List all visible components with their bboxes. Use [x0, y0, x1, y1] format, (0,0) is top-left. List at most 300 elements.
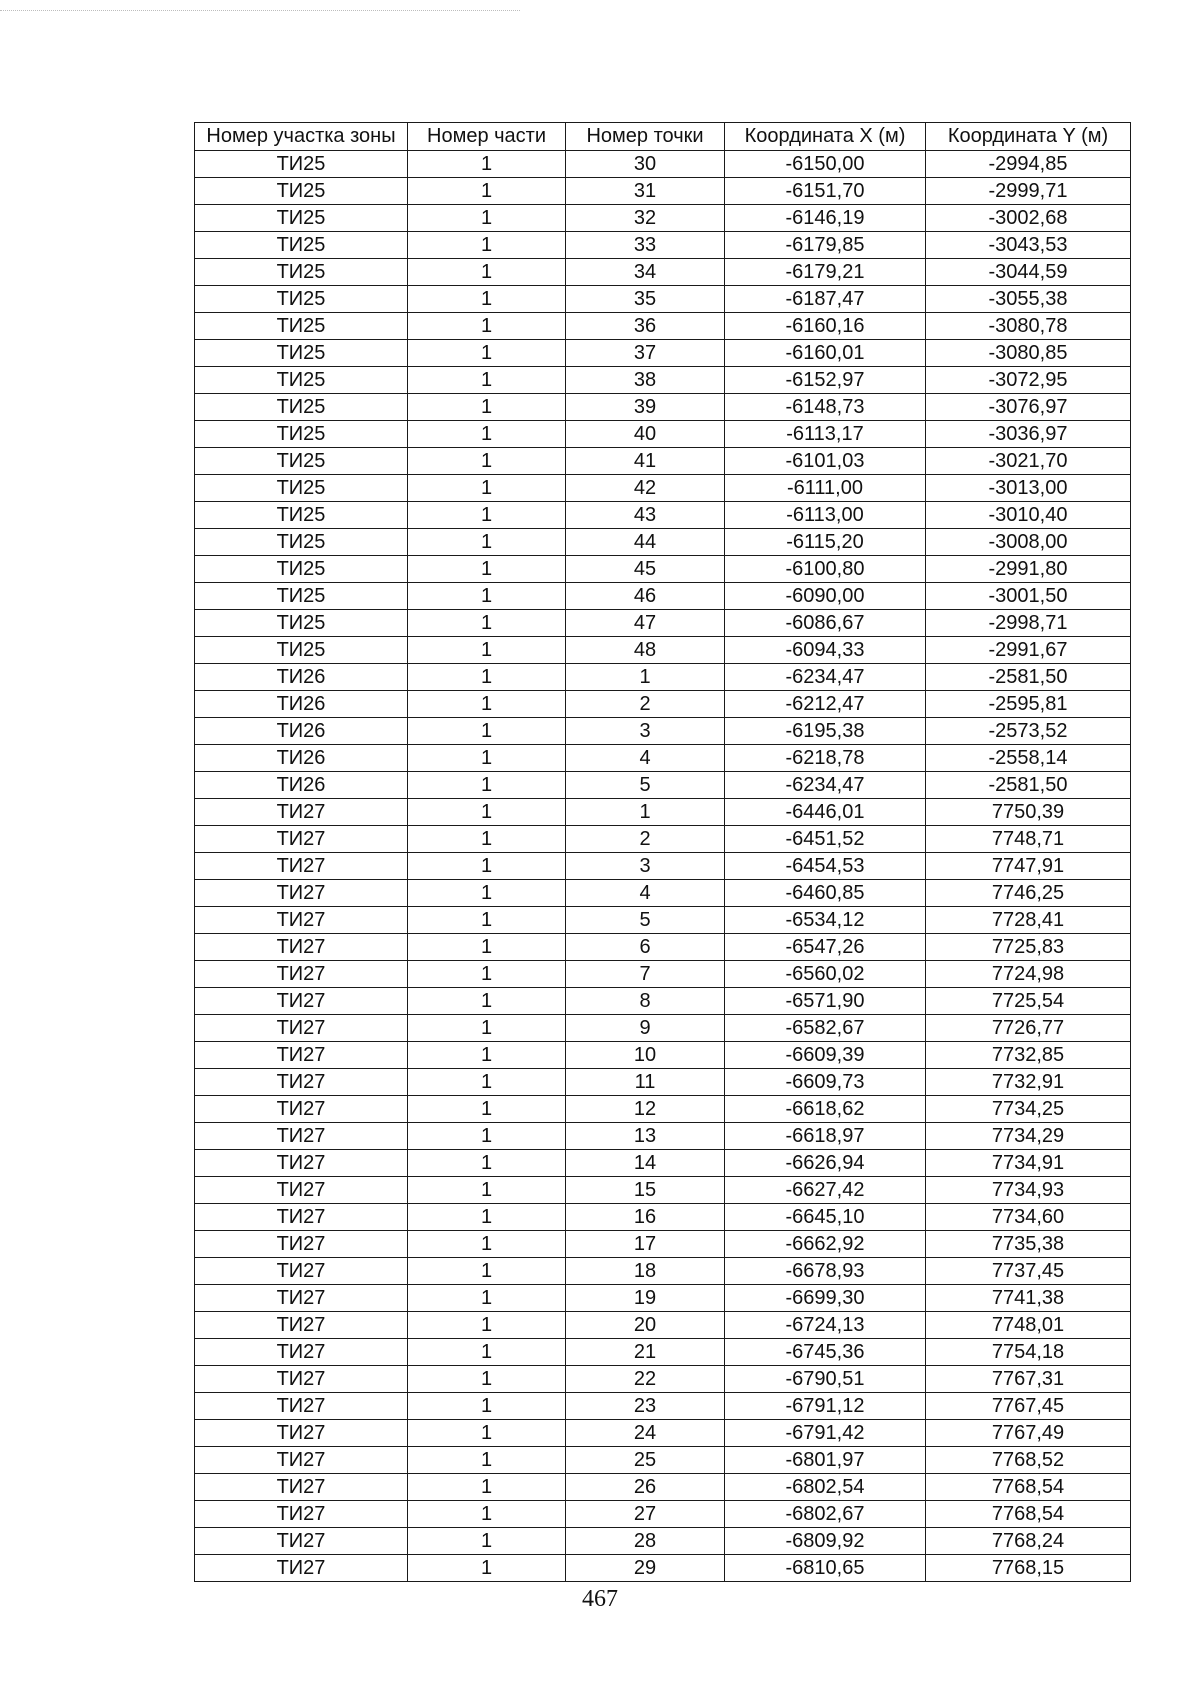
cell-point-number: 21 [566, 1339, 725, 1366]
cell-zone-section: ТИ25 [195, 448, 408, 475]
cell-zone-section: ТИ25 [195, 475, 408, 502]
cell-coordinate-x: -6160,01 [725, 340, 926, 367]
cell-coordinate-y: -3010,40 [926, 502, 1131, 529]
cell-coordinate-y: 7747,91 [926, 853, 1131, 880]
cell-part-number: 1 [408, 151, 566, 178]
table-row [195, 637, 1131, 664]
cell-zone-section: ТИ27 [195, 826, 408, 853]
cell-part-number: 1 [408, 880, 566, 907]
table-row [195, 232, 1131, 259]
cell-part-number: 1 [408, 1258, 566, 1285]
cell-coordinate-y: 7754,18 [926, 1339, 1131, 1366]
cell-coordinate-x: -6179,21 [725, 259, 926, 286]
table-row [195, 610, 1131, 637]
cell-part-number: 1 [408, 556, 566, 583]
cell-coordinate-y: 7768,24 [926, 1528, 1131, 1555]
cell-point-number: 4 [566, 880, 725, 907]
cell-coordinate-y: -3013,00 [926, 475, 1131, 502]
table-row [195, 745, 1131, 772]
cell-coordinate-y: 7748,01 [926, 1312, 1131, 1339]
cell-coordinate-x: -6160,16 [725, 313, 926, 340]
header-point-number: Номер точки [566, 123, 725, 151]
cell-coordinate-y: -2573,52 [926, 718, 1131, 745]
cell-coordinate-y: 7728,41 [926, 907, 1131, 934]
cell-point-number: 6 [566, 934, 725, 961]
cell-coordinate-y: 7750,39 [926, 799, 1131, 826]
header-coordinate-y: Координата Y (м) [926, 123, 1131, 151]
scan-edge-artifact [0, 10, 520, 11]
cell-point-number: 33 [566, 232, 725, 259]
table-row [195, 1231, 1131, 1258]
cell-coordinate-x: -6662,92 [725, 1231, 926, 1258]
cell-coordinate-y: -3076,97 [926, 394, 1131, 421]
cell-zone-section: ТИ26 [195, 664, 408, 691]
cell-zone-section: ТИ27 [195, 1096, 408, 1123]
cell-coordinate-x: -6609,73 [725, 1069, 926, 1096]
cell-coordinate-y: -2581,50 [926, 664, 1131, 691]
cell-point-number: 3 [566, 853, 725, 880]
cell-point-number: 5 [566, 907, 725, 934]
cell-coordinate-x: -6146,19 [725, 205, 926, 232]
cell-coordinate-y: -3036,97 [926, 421, 1131, 448]
cell-zone-section: ТИ27 [195, 1285, 408, 1312]
cell-coordinate-y: 7741,38 [926, 1285, 1131, 1312]
cell-part-number: 1 [408, 475, 566, 502]
cell-part-number: 1 [408, 286, 566, 313]
cell-coordinate-x: -6113,00 [725, 502, 926, 529]
cell-point-number: 47 [566, 610, 725, 637]
cell-coordinate-y: 7735,38 [926, 1231, 1131, 1258]
cell-point-number: 18 [566, 1258, 725, 1285]
cell-point-number: 24 [566, 1420, 725, 1447]
cell-coordinate-x: -6582,67 [725, 1015, 926, 1042]
table-row [195, 1528, 1131, 1555]
cell-coordinate-y: 7767,45 [926, 1393, 1131, 1420]
cell-coordinate-y: -3001,50 [926, 583, 1131, 610]
cell-point-number: 15 [566, 1177, 725, 1204]
cell-zone-section: ТИ25 [195, 367, 408, 394]
cell-coordinate-x: -6451,52 [725, 826, 926, 853]
cell-point-number: 16 [566, 1204, 725, 1231]
cell-zone-section: ТИ27 [195, 934, 408, 961]
cell-part-number: 1 [408, 529, 566, 556]
cell-part-number: 1 [408, 1312, 566, 1339]
cell-zone-section: ТИ27 [195, 1501, 408, 1528]
cell-zone-section: ТИ27 [195, 961, 408, 988]
header-zone-section: Номер участка зоны [195, 123, 408, 151]
table-row [195, 151, 1131, 178]
table-row [195, 772, 1131, 799]
table-row [195, 1366, 1131, 1393]
cell-coordinate-y: -3008,00 [926, 529, 1131, 556]
cell-part-number: 1 [408, 1501, 566, 1528]
cell-zone-section: ТИ25 [195, 259, 408, 286]
cell-zone-section: ТИ27 [195, 1069, 408, 1096]
cell-point-number: 4 [566, 745, 725, 772]
cell-coordinate-x: -6152,97 [725, 367, 926, 394]
table-row [195, 529, 1131, 556]
table-row [195, 961, 1131, 988]
cell-point-number: 14 [566, 1150, 725, 1177]
table-row [195, 1042, 1131, 1069]
cell-zone-section: ТИ25 [195, 232, 408, 259]
cell-part-number: 1 [408, 1231, 566, 1258]
table-row [195, 286, 1131, 313]
cell-coordinate-x: -6801,97 [725, 1447, 926, 1474]
cell-part-number: 1 [408, 1204, 566, 1231]
cell-point-number: 40 [566, 421, 725, 448]
cell-point-number: 43 [566, 502, 725, 529]
table-row [195, 313, 1131, 340]
cell-point-number: 46 [566, 583, 725, 610]
cell-coordinate-y: -2558,14 [926, 745, 1131, 772]
cell-coordinate-y: -3055,38 [926, 286, 1131, 313]
cell-coordinate-y: 7732,91 [926, 1069, 1131, 1096]
cell-coordinate-y: 7725,54 [926, 988, 1131, 1015]
cell-coordinate-x: -6150,00 [725, 151, 926, 178]
cell-coordinate-x: -6187,47 [725, 286, 926, 313]
cell-part-number: 1 [408, 1123, 566, 1150]
cell-zone-section: ТИ27 [195, 1447, 408, 1474]
cell-coordinate-x: -6446,01 [725, 799, 926, 826]
table-row [195, 691, 1131, 718]
table-row [195, 1474, 1131, 1501]
cell-zone-section: ТИ27 [195, 1393, 408, 1420]
cell-zone-section: ТИ27 [195, 1015, 408, 1042]
cell-zone-section: ТИ25 [195, 502, 408, 529]
cell-coordinate-y: 7767,31 [926, 1366, 1131, 1393]
cell-coordinate-y: 7724,98 [926, 961, 1131, 988]
cell-zone-section: ТИ26 [195, 745, 408, 772]
cell-zone-section: ТИ27 [195, 1555, 408, 1582]
cell-point-number: 45 [566, 556, 725, 583]
cell-part-number: 1 [408, 367, 566, 394]
cell-zone-section: ТИ27 [195, 880, 408, 907]
cell-coordinate-y: 7726,77 [926, 1015, 1131, 1042]
cell-part-number: 1 [408, 718, 566, 745]
table-row [195, 1177, 1131, 1204]
cell-coordinate-x: -6791,42 [725, 1420, 926, 1447]
cell-part-number: 1 [408, 1339, 566, 1366]
table-row [195, 664, 1131, 691]
cell-coordinate-y: 7725,83 [926, 934, 1131, 961]
table-row [195, 988, 1131, 1015]
cell-zone-section: ТИ27 [195, 1474, 408, 1501]
cell-point-number: 37 [566, 340, 725, 367]
cell-coordinate-x: -6090,00 [725, 583, 926, 610]
cell-point-number: 34 [566, 259, 725, 286]
cell-part-number: 1 [408, 664, 566, 691]
cell-zone-section: ТИ27 [195, 1258, 408, 1285]
cell-coordinate-x: -6626,94 [725, 1150, 926, 1177]
table-row [195, 1123, 1131, 1150]
cell-coordinate-y: -3080,78 [926, 313, 1131, 340]
cell-part-number: 1 [408, 1420, 566, 1447]
cell-point-number: 42 [566, 475, 725, 502]
cell-part-number: 1 [408, 907, 566, 934]
cell-coordinate-x: -6571,90 [725, 988, 926, 1015]
table-row [195, 1285, 1131, 1312]
header-row [195, 123, 1131, 151]
cell-part-number: 1 [408, 637, 566, 664]
cell-part-number: 1 [408, 1015, 566, 1042]
cell-coordinate-x: -6810,65 [725, 1555, 926, 1582]
cell-coordinate-x: -6195,38 [725, 718, 926, 745]
cell-point-number: 13 [566, 1123, 725, 1150]
cell-zone-section: ТИ26 [195, 718, 408, 745]
cell-coordinate-y: 7734,91 [926, 1150, 1131, 1177]
table-body [195, 151, 1131, 1582]
cell-point-number: 48 [566, 637, 725, 664]
cell-zone-section: ТИ27 [195, 853, 408, 880]
cell-coordinate-x: -6560,02 [725, 961, 926, 988]
cell-part-number: 1 [408, 853, 566, 880]
cell-coordinate-x: -6534,12 [725, 907, 926, 934]
cell-zone-section: ТИ25 [195, 205, 408, 232]
table-row [195, 799, 1131, 826]
cell-point-number: 12 [566, 1096, 725, 1123]
cell-coordinate-x: -6234,47 [725, 772, 926, 799]
table-row [195, 1555, 1131, 1582]
cell-point-number: 3 [566, 718, 725, 745]
cell-coordinate-x: -6802,67 [725, 1501, 926, 1528]
table-row [195, 1015, 1131, 1042]
cell-part-number: 1 [408, 340, 566, 367]
cell-part-number: 1 [408, 826, 566, 853]
page-number: 467 [582, 1586, 618, 1612]
cell-coordinate-y: 7734,29 [926, 1123, 1131, 1150]
cell-coordinate-y: -3002,68 [926, 205, 1131, 232]
cell-coordinate-y: 7768,15 [926, 1555, 1131, 1582]
cell-point-number: 17 [566, 1231, 725, 1258]
table-row [195, 718, 1131, 745]
cell-point-number: 39 [566, 394, 725, 421]
cell-coordinate-y: -3021,70 [926, 448, 1131, 475]
cell-point-number: 32 [566, 205, 725, 232]
cell-coordinate-y: -3043,53 [926, 232, 1131, 259]
cell-point-number: 30 [566, 151, 725, 178]
cell-zone-section: ТИ27 [195, 907, 408, 934]
cell-coordinate-y: 7737,45 [926, 1258, 1131, 1285]
cell-zone-section: ТИ25 [195, 556, 408, 583]
cell-zone-section: ТИ27 [195, 799, 408, 826]
cell-point-number: 31 [566, 178, 725, 205]
cell-coordinate-x: -6111,00 [725, 475, 926, 502]
cell-point-number: 1 [566, 664, 725, 691]
table-row [195, 907, 1131, 934]
cell-part-number: 1 [408, 1366, 566, 1393]
cell-part-number: 1 [408, 1069, 566, 1096]
cell-part-number: 1 [408, 421, 566, 448]
cell-part-number: 1 [408, 1177, 566, 1204]
cell-point-number: 25 [566, 1447, 725, 1474]
cell-zone-section: ТИ25 [195, 151, 408, 178]
cell-coordinate-x: -6802,54 [725, 1474, 926, 1501]
cell-coordinate-y: 7748,71 [926, 826, 1131, 853]
cell-coordinate-y: -2999,71 [926, 178, 1131, 205]
cell-zone-section: ТИ27 [195, 1339, 408, 1366]
cell-zone-section: ТИ27 [195, 1177, 408, 1204]
cell-point-number: 5 [566, 772, 725, 799]
table-row [195, 1420, 1131, 1447]
cell-part-number: 1 [408, 259, 566, 286]
cell-part-number: 1 [408, 610, 566, 637]
table-row [195, 1204, 1131, 1231]
cell-coordinate-x: -6148,73 [725, 394, 926, 421]
table-row [195, 421, 1131, 448]
cell-coordinate-x: -6645,10 [725, 1204, 926, 1231]
cell-coordinate-x: -6115,20 [725, 529, 926, 556]
table-row [195, 394, 1131, 421]
cell-coordinate-y: 7768,54 [926, 1501, 1131, 1528]
cell-point-number: 11 [566, 1069, 725, 1096]
cell-coordinate-y: -2991,67 [926, 637, 1131, 664]
cell-zone-section: ТИ25 [195, 421, 408, 448]
cell-coordinate-x: -6790,51 [725, 1366, 926, 1393]
cell-zone-section: ТИ27 [195, 1042, 408, 1069]
cell-zone-section: ТИ25 [195, 610, 408, 637]
cell-point-number: 2 [566, 826, 725, 853]
table-row [195, 934, 1131, 961]
cell-point-number: 8 [566, 988, 725, 1015]
cell-coordinate-x: -6179,85 [725, 232, 926, 259]
cell-coordinate-y: -3072,95 [926, 367, 1131, 394]
cell-coordinate-x: -6699,30 [725, 1285, 926, 1312]
cell-coordinate-y: 7734,60 [926, 1204, 1131, 1231]
table-row [195, 556, 1131, 583]
table-row [195, 1096, 1131, 1123]
table-header [195, 123, 1131, 151]
cell-coordinate-x: -6101,03 [725, 448, 926, 475]
cell-zone-section: ТИ25 [195, 583, 408, 610]
table-row [195, 259, 1131, 286]
table-row [195, 1393, 1131, 1420]
cell-coordinate-x: -6094,33 [725, 637, 926, 664]
table-row [195, 475, 1131, 502]
cell-point-number: 29 [566, 1555, 725, 1582]
cell-zone-section: ТИ27 [195, 1420, 408, 1447]
cell-point-number: 26 [566, 1474, 725, 1501]
cell-coordinate-x: -6100,80 [725, 556, 926, 583]
table-row [195, 1339, 1131, 1366]
cell-coordinate-y: -2595,81 [926, 691, 1131, 718]
cell-part-number: 1 [408, 745, 566, 772]
cell-point-number: 7 [566, 961, 725, 988]
cell-zone-section: ТИ25 [195, 286, 408, 313]
cell-part-number: 1 [408, 988, 566, 1015]
cell-part-number: 1 [408, 961, 566, 988]
cell-zone-section: ТИ25 [195, 178, 408, 205]
cell-coordinate-x: -6454,53 [725, 853, 926, 880]
cell-zone-section: ТИ25 [195, 340, 408, 367]
cell-part-number: 1 [408, 934, 566, 961]
cell-point-number: 36 [566, 313, 725, 340]
cell-coordinate-y: -2994,85 [926, 151, 1131, 178]
cell-zone-section: ТИ27 [195, 1366, 408, 1393]
cell-point-number: 19 [566, 1285, 725, 1312]
cell-part-number: 1 [408, 1393, 566, 1420]
cell-point-number: 41 [566, 448, 725, 475]
cell-zone-section: ТИ27 [195, 1150, 408, 1177]
cell-part-number: 1 [408, 583, 566, 610]
cell-coordinate-x: -6627,42 [725, 1177, 926, 1204]
cell-part-number: 1 [408, 394, 566, 421]
header-coordinate-x: Координата X (м) [725, 123, 926, 151]
cell-part-number: 1 [408, 448, 566, 475]
cell-zone-section: ТИ27 [195, 1528, 408, 1555]
table-row [195, 880, 1131, 907]
cell-coordinate-x: -6678,93 [725, 1258, 926, 1285]
cell-coordinate-y: -2581,50 [926, 772, 1131, 799]
cell-part-number: 1 [408, 313, 566, 340]
cell-coordinate-x: -6113,17 [725, 421, 926, 448]
table-row [195, 340, 1131, 367]
cell-part-number: 1 [408, 799, 566, 826]
cell-point-number: 9 [566, 1015, 725, 1042]
cell-zone-section: ТИ27 [195, 988, 408, 1015]
cell-zone-section: ТИ25 [195, 529, 408, 556]
cell-point-number: 10 [566, 1042, 725, 1069]
table-row [195, 448, 1131, 475]
table-row [195, 367, 1131, 394]
cell-point-number: 38 [566, 367, 725, 394]
cell-coordinate-x: -6234,47 [725, 664, 926, 691]
cell-coordinate-x: -6151,70 [725, 178, 926, 205]
cell-coordinate-y: 7734,93 [926, 1177, 1131, 1204]
cell-zone-section: ТИ26 [195, 691, 408, 718]
cell-coordinate-y: -3044,59 [926, 259, 1131, 286]
cell-part-number: 1 [408, 232, 566, 259]
cell-part-number: 1 [408, 1150, 566, 1177]
cell-coordinate-y: -2991,80 [926, 556, 1131, 583]
table-row [195, 502, 1131, 529]
cell-coordinate-y: 7768,52 [926, 1447, 1131, 1474]
table-row [195, 178, 1131, 205]
cell-coordinate-y: 7734,25 [926, 1096, 1131, 1123]
cell-coordinate-y: -3080,85 [926, 340, 1131, 367]
cell-point-number: 35 [566, 286, 725, 313]
cell-point-number: 22 [566, 1366, 725, 1393]
table-row [195, 1069, 1131, 1096]
cell-part-number: 1 [408, 1447, 566, 1474]
cell-point-number: 20 [566, 1312, 725, 1339]
cell-part-number: 1 [408, 1285, 566, 1312]
cell-zone-section: ТИ27 [195, 1204, 408, 1231]
cell-point-number: 28 [566, 1528, 725, 1555]
cell-coordinate-y: 7746,25 [926, 880, 1131, 907]
cell-zone-section: ТИ25 [195, 394, 408, 421]
table-row [195, 205, 1131, 232]
coordinates-table [194, 122, 1131, 1582]
cell-part-number: 1 [408, 1555, 566, 1582]
cell-coordinate-y: 7767,49 [926, 1420, 1131, 1447]
cell-zone-section: ТИ27 [195, 1312, 408, 1339]
table-row [195, 1447, 1131, 1474]
table-row [195, 826, 1131, 853]
cell-coordinate-x: -6609,39 [725, 1042, 926, 1069]
cell-coordinate-x: -6547,26 [725, 934, 926, 961]
cell-coordinate-x: -6618,97 [725, 1123, 926, 1150]
cell-coordinate-y: -2998,71 [926, 610, 1131, 637]
cell-point-number: 27 [566, 1501, 725, 1528]
cell-coordinate-x: -6618,62 [725, 1096, 926, 1123]
cell-point-number: 2 [566, 691, 725, 718]
cell-part-number: 1 [408, 772, 566, 799]
cell-point-number: 44 [566, 529, 725, 556]
table-row [195, 1150, 1131, 1177]
cell-point-number: 23 [566, 1393, 725, 1420]
cell-coordinate-y: 7768,54 [926, 1474, 1131, 1501]
